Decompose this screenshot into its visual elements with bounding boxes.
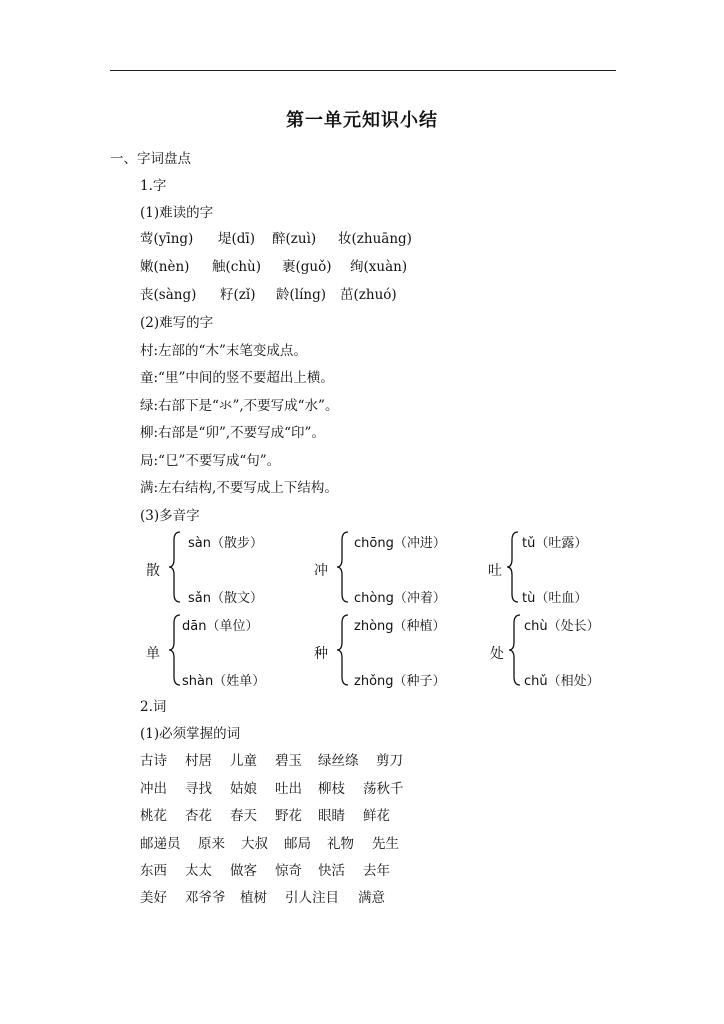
word-row	[140, 889, 385, 907]
reading-top: tǔ（吐露）	[522, 536, 588, 551]
hard-read-item: 莺(yīng)	[140, 231, 194, 247]
hard-write-item: 童:“里”中间的竖不要超出上横。	[140, 370, 334, 386]
reading-bottom: chǔ（相处）	[524, 674, 600, 689]
hard-read-row	[140, 258, 407, 276]
word-row	[140, 752, 403, 770]
word: 吐出	[275, 781, 302, 797]
hard-read-item: 龄(líng)	[276, 287, 327, 303]
header-rule	[110, 70, 616, 71]
hard-read-item: 丧(sàng)	[140, 287, 197, 303]
word: 野花	[275, 808, 302, 824]
word: 眼睛	[318, 808, 345, 824]
word: 快活	[318, 863, 345, 879]
hard-read-row	[140, 230, 412, 248]
hard-read-item: 绚(xuàn)	[350, 259, 408, 275]
word: 去年	[363, 863, 390, 879]
word: 柳枝	[318, 781, 345, 797]
word-row	[140, 862, 390, 880]
word: 礼物	[327, 836, 354, 852]
word: 绿丝绦	[318, 753, 359, 769]
reading-top: chōng（冲进）	[354, 536, 446, 551]
word-row	[140, 780, 404, 798]
hard-read-item: 触(chù)	[212, 259, 261, 275]
subsection-heading-chars: 1.字	[140, 178, 167, 194]
hard-read-item: 嫩(nèn)	[140, 259, 190, 275]
polyphone-heading: (3)多音字	[140, 508, 200, 524]
hard-write-heading: (2)难写的字	[140, 315, 214, 331]
word: 鲜花	[363, 808, 390, 824]
word: 做客	[230, 863, 257, 879]
word: 村居	[185, 753, 212, 769]
words-heading: (1)必须掌握的词	[140, 726, 241, 742]
word: 大叔	[241, 836, 268, 852]
word: 先生	[372, 836, 399, 852]
hard-read-heading: (1)难读的字	[140, 205, 214, 221]
polyphone-char: 单	[146, 646, 160, 662]
reading-top: sàn（散步）	[188, 536, 263, 551]
hard-read-row	[140, 286, 397, 304]
word: 古诗	[140, 753, 167, 769]
hard-write-item: 绿:右部下是“氺”,不要写成“水”。	[140, 398, 339, 414]
hard-write-item: 村:左部的“木”末笔变成点。	[140, 343, 307, 359]
word: 姑娘	[230, 781, 257, 797]
word: 东西	[140, 863, 167, 879]
word: 剪刀	[376, 753, 403, 769]
polyphone-char: 散	[146, 563, 160, 579]
brace-icon	[336, 613, 350, 687]
hard-read-item: 茁(zhuó)	[340, 287, 397, 303]
page-title: 第一单元知识小结	[286, 110, 438, 131]
reading-top: dān（单位）	[182, 619, 259, 634]
reading-bottom: sǎn（散文）	[188, 591, 263, 606]
reading-top: zhòng（种植）	[354, 619, 446, 634]
section-heading: 一、字词盘点	[110, 151, 191, 167]
polyphone-char: 吐	[488, 563, 502, 579]
reading-bottom: chòng（冲着）	[354, 591, 446, 606]
brace-icon	[506, 530, 520, 604]
word: 桃花	[140, 808, 167, 824]
hard-read-item: 籽(zǐ)	[220, 287, 256, 303]
word: 杏花	[185, 808, 212, 824]
word: 荡秋千	[363, 781, 404, 797]
word: 寻找	[185, 781, 212, 797]
word: 美好	[140, 890, 167, 906]
hard-read-item: 堤(dī)	[218, 231, 255, 247]
hard-read-item: 裹(guǒ)	[282, 259, 332, 275]
word: 太太	[185, 863, 212, 879]
word: 春天	[230, 808, 257, 824]
word: 植树	[240, 890, 267, 906]
reading-bottom: tù（吐血）	[522, 591, 588, 606]
hard-write-item: 局:“㔾”不要写成“句”。	[140, 453, 281, 469]
hard-write-item: 柳:右部是“卯”,不要写成“印”。	[140, 425, 325, 441]
reading-bottom: zhǒng（种子）	[354, 674, 446, 689]
word: 儿童	[230, 753, 257, 769]
brace-icon	[508, 613, 522, 687]
word: 碧玉	[275, 753, 302, 769]
polyphone-char: 处	[490, 646, 504, 662]
reading-top: chù（处长）	[524, 619, 600, 634]
word: 邓爷爷	[185, 890, 226, 906]
word-row	[140, 835, 399, 853]
word: 惊奇	[275, 863, 302, 879]
hard-read-item: 妆(zhuāng)	[338, 231, 412, 247]
hard-write-item: 满:左右结构,不要写成上下结构。	[140, 480, 338, 496]
word: 邮局	[284, 836, 311, 852]
reading-bottom: shàn（姓单）	[182, 674, 266, 689]
word-row	[140, 807, 390, 825]
brace-icon	[168, 530, 182, 604]
word: 邮递员	[140, 836, 181, 852]
word: 满意	[358, 890, 385, 906]
subsection-heading-words: 2.词	[140, 699, 167, 715]
hard-read-item: 醉(zuì)	[272, 231, 317, 247]
word: 引人注目	[285, 890, 339, 906]
polyphone-char: 种	[314, 646, 328, 662]
word: 原来	[198, 836, 225, 852]
brace-icon	[168, 613, 182, 687]
word: 冲出	[140, 781, 167, 797]
polyphone-char: 冲	[314, 563, 328, 579]
brace-icon	[336, 530, 350, 604]
